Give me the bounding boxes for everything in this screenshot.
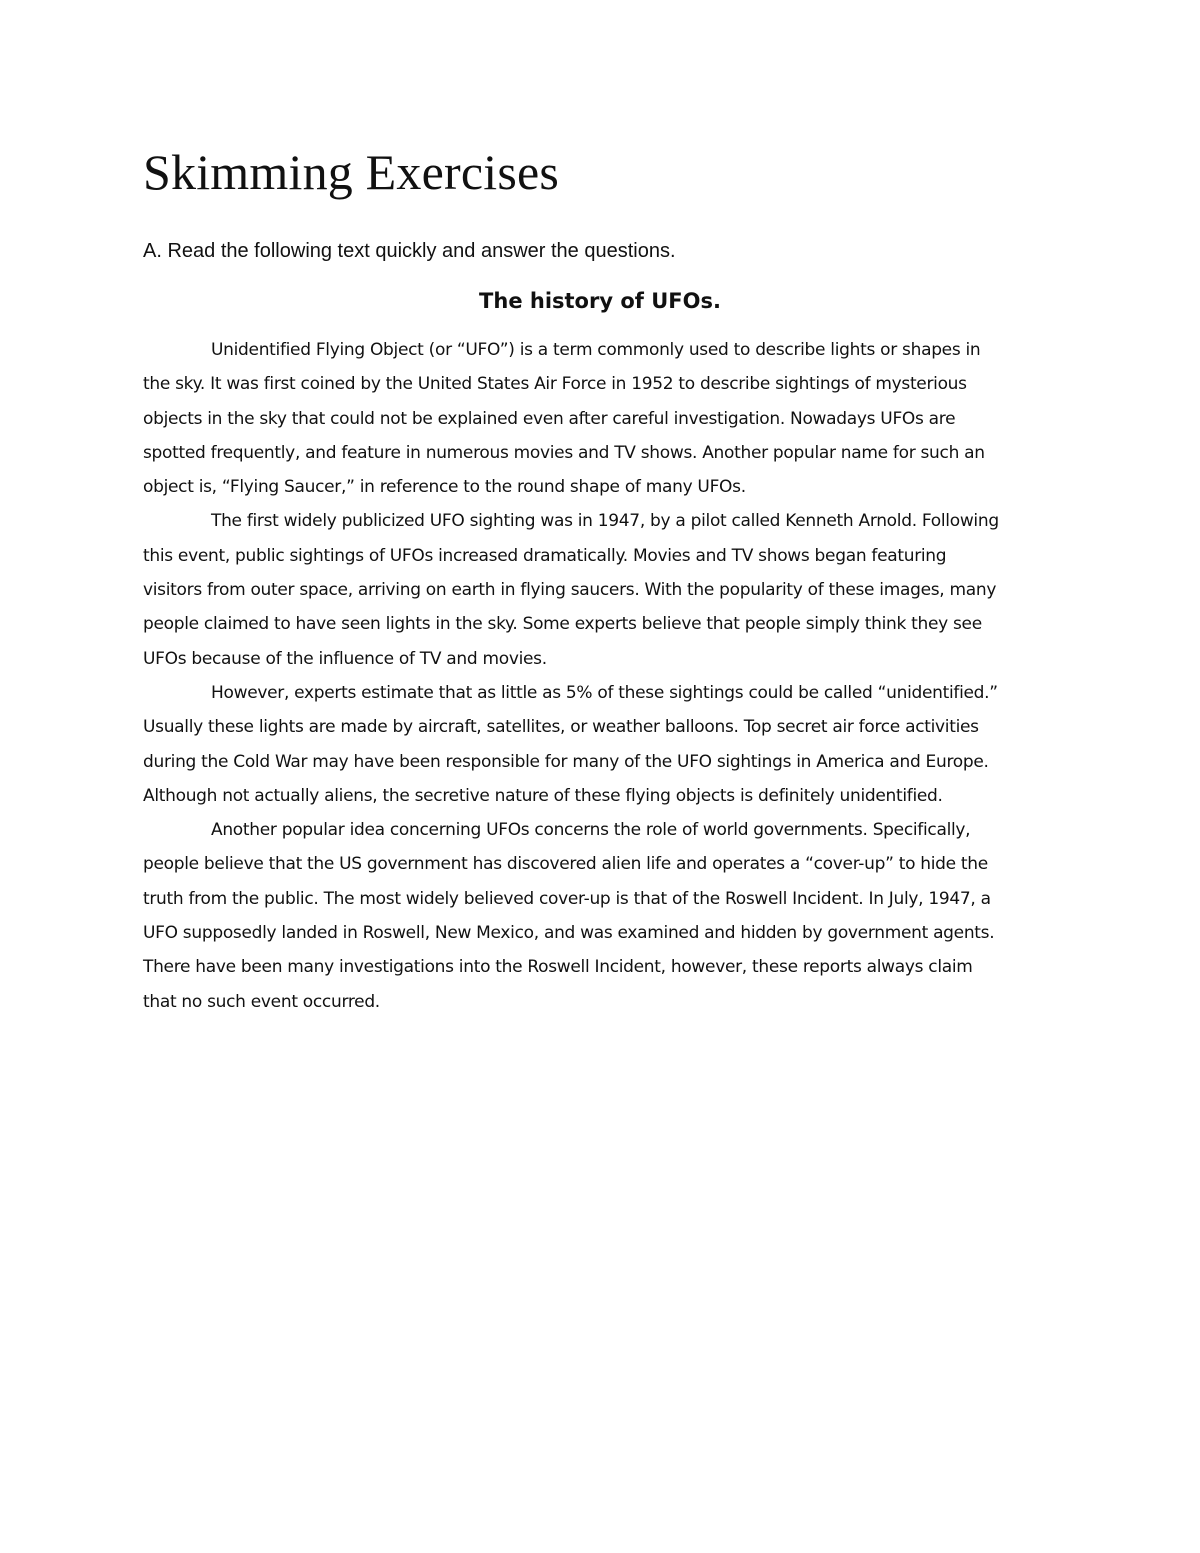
paragraph-line: UFO supposedly landed in Roswell, New Mexico, and was examined and hidden by government agents. (143, 923, 995, 944)
paragraph-line: Another popular idea concerning UFOs concerns the role of world governments. Specifically, (211, 820, 971, 841)
paragraph-line: spotted frequently, and feature in numerous movies and TV shows. Another popular name for such an (143, 442, 985, 463)
paragraph-line: However, experts estimate that as little as 5% of these sightings could be called “unidentified.” (211, 682, 998, 703)
article-title: The history of UFOs. (479, 289, 721, 313)
paragraph-line: people believe that the US government has discovered alien life and operates a “cover-up” to hide the (143, 854, 988, 875)
paragraph-2 (143, 504, 1055, 675)
paragraph-line: during the Cold War may have been responsible for many of the UFO sightings in America and Europe. (143, 751, 989, 772)
exercise-instruction: A. Read the following text quickly and answer the questions. (143, 240, 676, 262)
paragraph-line: this event, public sightings of UFOs increased dramatically. Movies and TV shows began featuring (143, 545, 947, 566)
paragraph-line: the sky. It was first coined by the United States Air Force in 1952 to describe sightings of mysterious (143, 374, 967, 395)
page-title: Skimming Exercises (143, 144, 560, 200)
paragraph-line: Unidentified Flying Object (or “UFO”) is a term commonly used to describe lights or shapes in (211, 340, 981, 360)
paragraph-line: Usually these lights are made by aircraft, satellites, or weather balloons. Top secret air force activities (143, 717, 979, 738)
paragraph-line: The first widely publicized UFO sighting was in 1947, by a pilot called Kenneth Arnold. Following (211, 511, 999, 532)
paragraph-line: that no such event occurred. (143, 991, 380, 1012)
paragraph-line: people claimed to have seen lights in the sky. Some experts believe that people simply think they see (143, 614, 982, 635)
paragraph-line: object is, “Flying Saucer,” in reference to the round shape of many UFOs. (143, 477, 746, 498)
paragraph-line: Although not actually aliens, the secretive nature of these flying objects is definitely unidentified. (143, 785, 943, 806)
paragraph-line: objects in the sky that could not be explained even after careful investigation. Nowadays UFOs are (143, 408, 956, 429)
paragraph-line: UFOs because of the influence of TV and movies. (143, 648, 547, 669)
paragraph-line: truth from the public. The most widely believed cover-up is that of the Roswell Incident. In July, 1947, a (143, 888, 991, 909)
paragraph-line: visitors from outer space, arriving on earth in flying saucers. With the popularity of these images, many (143, 580, 997, 601)
paragraph-line: There have been many investigations into the Roswell Incident, however, these reports always claim (143, 957, 973, 978)
paragraph-4 (143, 813, 1055, 1019)
paragraph-1 (143, 333, 1055, 504)
article-body (143, 333, 1055, 1019)
paragraph-3 (143, 676, 1055, 813)
